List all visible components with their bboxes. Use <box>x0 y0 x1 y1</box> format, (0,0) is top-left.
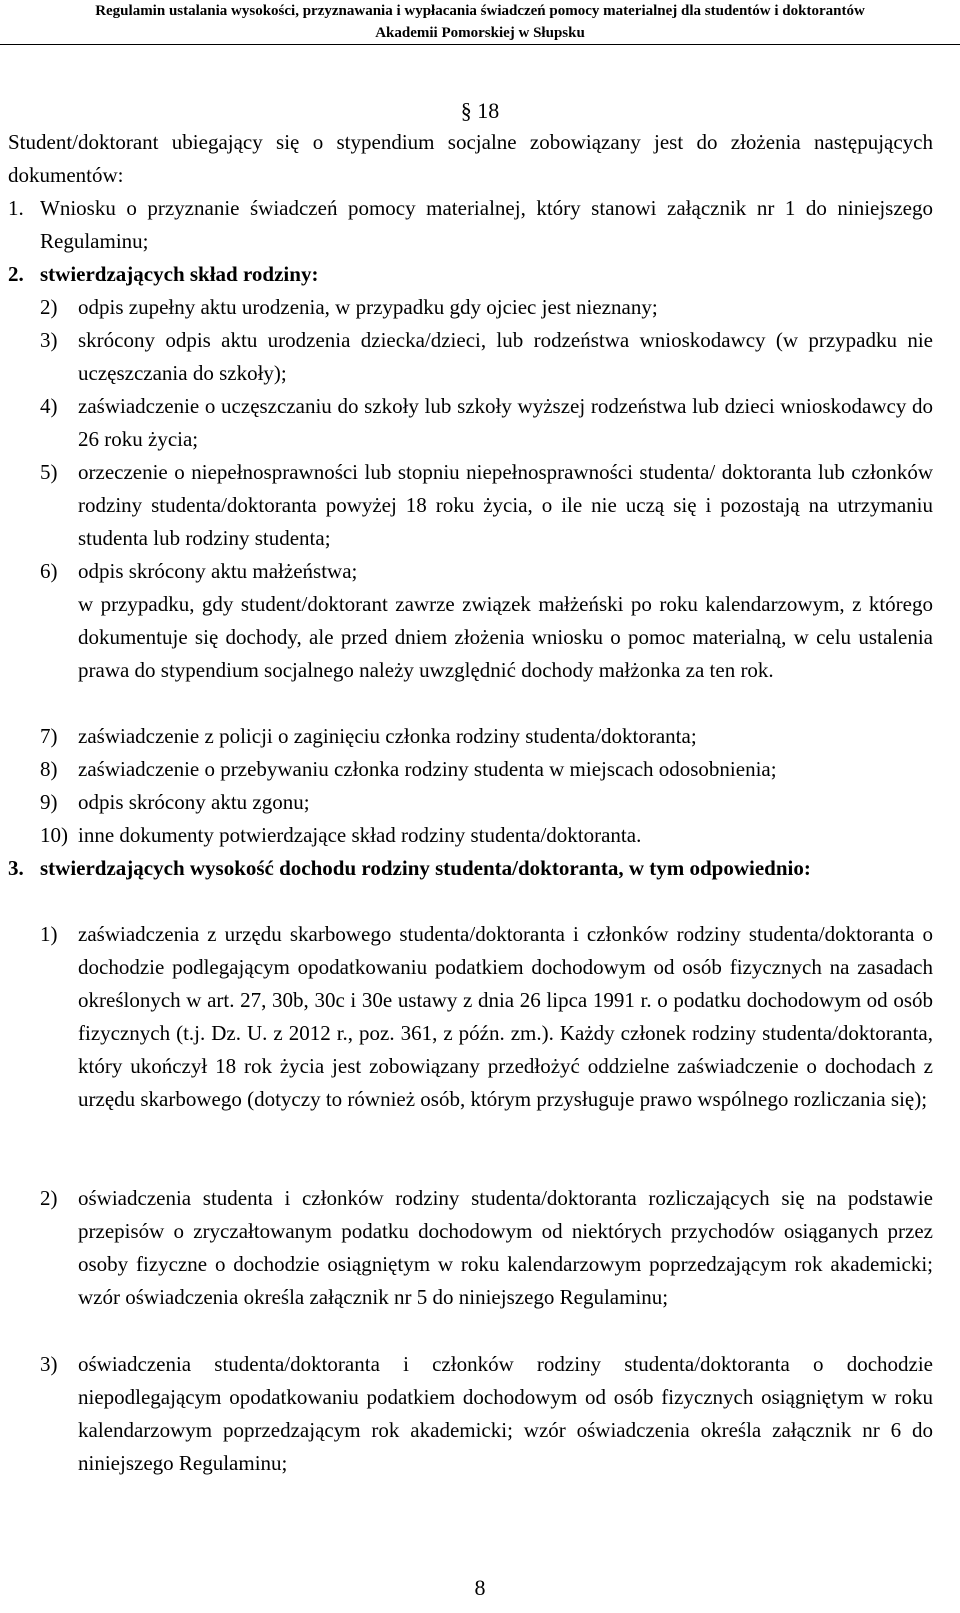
sub-item-number: 2) <box>40 295 58 319</box>
header-line-1: Regulamin ustalania wysokości, przyznawania i wypłacania świadczeń pomocy materialnej dla studentów i doktorantów <box>95 3 865 19</box>
intro-paragraph: Student/doktorant ubiegający się o stypendium socjalne zobowiązany jest do złożenia następujących dokumentów: <box>8 130 933 187</box>
header-line-2: Akademii Pomorskiej w Słupsku <box>375 25 585 41</box>
document-header <box>0 0 960 44</box>
sub-item-number: 4) <box>40 394 58 418</box>
sub-item-text: w przypadku, gdy student/doktorant zawrze związek małżeński po roku kalendarzowym, z którego dokumentuje się dochody, ale przed dniem złożenia wniosku o pomoc materialną, w celu ustalenia prawa do stypendium socjalnego należy uwzględnić dochody małżonka za ten rok. <box>78 592 933 682</box>
list-item-text: stwierdzających wysokość dochodu rodziny studenta/doktoranta, w tym odpowiednio: <box>40 856 811 880</box>
header-divider <box>0 44 960 45</box>
sub-item-text: zaświadczenia z urzędu skarbowego studenta/doktoranta i członków rodziny studenta/doktoranta o dochodzie podlegającym opodatkowaniu podatkiem dochodowym od osób fizycznych na zasadach określonych w art. 27, 30b, 30c i 30e ustawy z dnia 26 lipca 1991 r. o podatku dochodowym od osób fizycznych (t.j. Dz. U. z 2012 r., poz. 361, z późn. zm.). Każdy członek rodziny studenta/doktoranta, który ukończył 18 rok życia jest zobowiązany przedłożyć oddzielne zaświadczenie o dochodach z urzędu skarbowego (dotyczy to również osób, którym przysługuje prawo wspólnego rozliczania się); <box>78 922 933 1111</box>
sub-item-text: odpis skrócony aktu małżeństwa; <box>78 559 358 583</box>
sub-item-number: 2) <box>40 1186 58 1210</box>
sub-item-number: 5) <box>40 460 58 484</box>
sub-item-text: zaświadczenie o przebywaniu członka rodziny studenta w miejscach odosobnienia; <box>78 757 777 781</box>
sub-item-text: odpis zupełny aktu urodzenia, w przypadku gdy ojciec jest nieznany; <box>78 295 658 319</box>
sub-item-text: zaświadczenie o uczęszczaniu do szkoły lub szkoły wyższej rodzeństwa lub dzieci wnioskodawcy do 26 roku życia; <box>78 394 933 451</box>
sub-item-text: orzeczenie o niepełnosprawności lub stopniu niepełnosprawności studenta/ doktoranta lub członków rodziny studenta/doktoranta powyżej 18 roku życia, o ile nie uczą się i pozostają na utrzymaniu studenta lub rodziny studenta; <box>78 460 933 550</box>
sub-item-text: oświadczenia studenta i członków rodziny studenta/doktoranta rozliczających się na podstawie przepisów o zryczałtowanym podatku dochodowym od niektórych przychodów osiąganych przez osoby fizyczne o dochodzie osiągniętym w roku kalendarzowym poprzedzającym rok akademicki; wzór oświadczenia określa załącznik nr 5 do niniejszego Regulaminu; <box>78 1186 933 1309</box>
sub-item-number: 3) <box>40 328 58 352</box>
sub-item-number: 7) <box>40 724 58 748</box>
sub-item-text: inne dokumenty potwierdzające skład rodziny studenta/doktoranta. <box>78 823 642 847</box>
sub-item-number: 3) <box>40 1352 58 1376</box>
sub-item-number: 6) <box>40 559 58 583</box>
page-number: 8 <box>474 1575 486 1600</box>
list-item-number: 1. <box>8 196 24 220</box>
section-number: § 18 <box>460 98 500 123</box>
list-item-number: 2. <box>8 262 24 286</box>
list-item-number: 3. <box>8 856 24 880</box>
sub-item-number: 9) <box>40 790 58 814</box>
sub-item-text: zaświadczenie z policji o zaginięciu członka rodziny studenta/doktoranta; <box>78 724 697 748</box>
list-item-text: stwierdzających skład rodziny: <box>40 262 319 286</box>
sub-item-text: odpis skrócony aktu zgonu; <box>78 790 310 814</box>
sub-item-number: 10) <box>40 823 68 847</box>
sub-item-text: oświadczenia studenta/doktoranta i członków rodziny studenta/doktoranta o dochodzie niepodlegającym opodatkowaniu podatkiem dochodowym od osób fizycznych osiągniętym w roku kalendarzowym poprzedzającym rok akademicki; wzór oświadczenia określa załącznik nr 6 do niniejszego Regulaminu; <box>78 1352 933 1475</box>
list-item-text: Wniosku o przyznanie świadczeń pomocy materialnej, który stanowi załącznik nr 1 do niniejszego Regulaminu; <box>40 196 933 253</box>
sub-item-number: 1) <box>40 922 58 946</box>
sub-item-text: skrócony odpis aktu urodzenia dziecka/dzieci, lub rodzeństwa wnioskodawcy (w przypadku nie uczęszczania do szkoły); <box>78 328 933 385</box>
sub-item-number: 8) <box>40 757 58 781</box>
